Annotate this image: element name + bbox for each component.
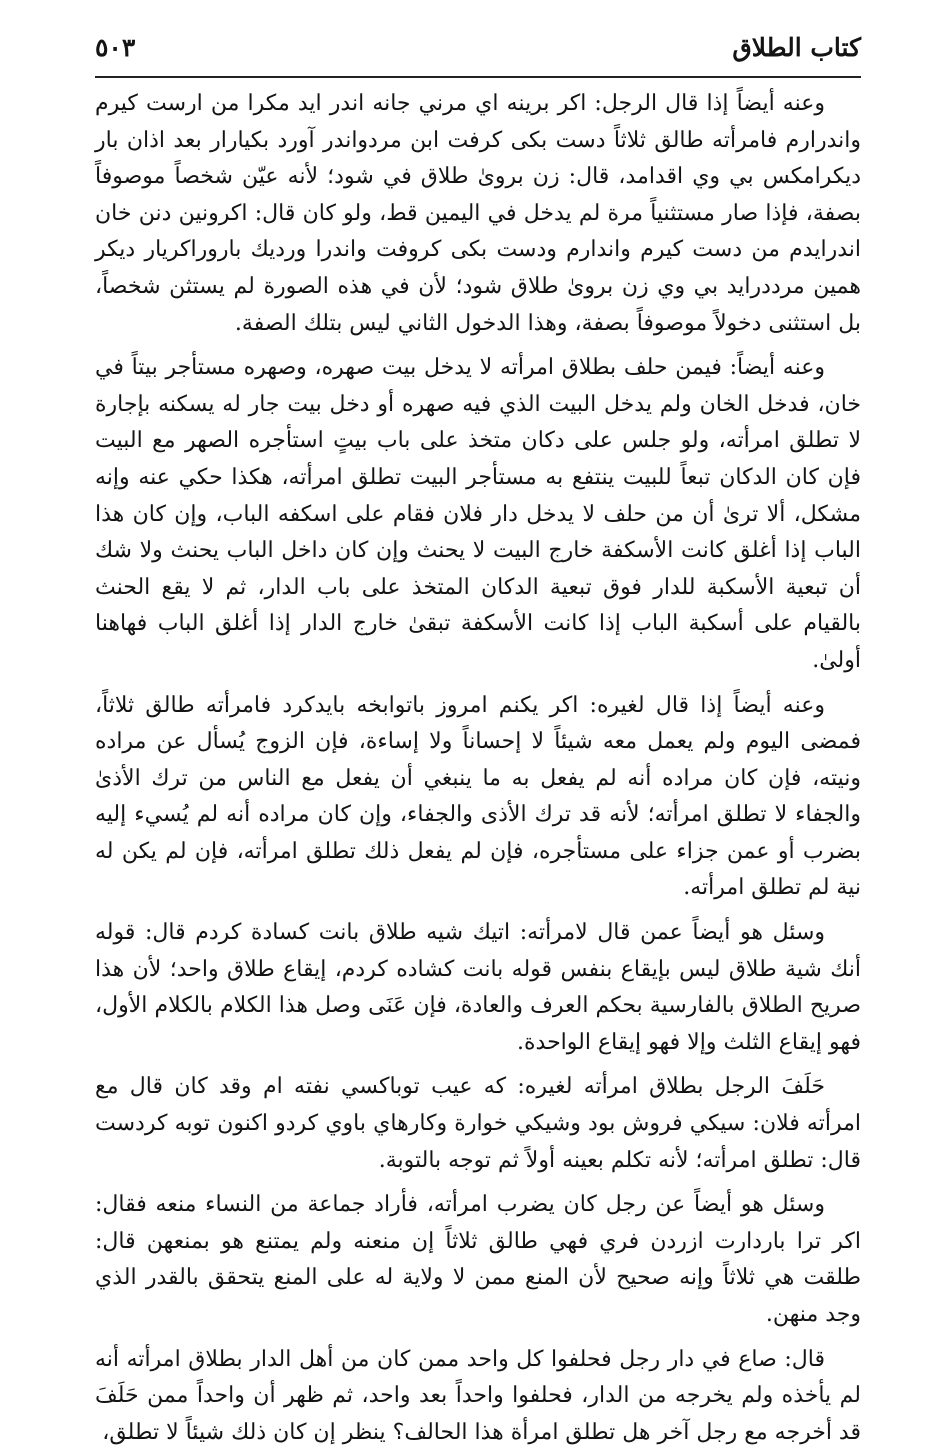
header-divider [95,76,861,78]
paragraph-3: وعنه أيضاً إذا قال لغيره: اكر يكنم امروز باتوابخه بايدكرد فامرأته طالق ثلاثاً، فمضى اليوم ولم يعمل معه شيئاً لا إحساناً ولا إساءة، فإن الزوج يُسأل عن مراده ونيته، فإن كان مراده أنه لم يفعل به ما ينبغي أن يفعل مع الناس من ترك الأذىٰ والجفاء لا تطلق امرأته؛ لأنه قد ترك الأذى والجفاء، وإن كان مراده أنه لم يُسيء إليه بضرب أو عمن جزاء على مستأجره، فإن لم يفعل ذلك تطلق امرأته، فإن لم يكن له نية لم تطلق امرأته. [95,692,861,901]
paragraph-5: حَلَفَ الرجل بطلاق امرأته لغيره: كه عيب توباكسي نفته ام وقد كان قال مع امرأته فلان: سيكي فروش بود وشيكي خوارة وكارهاي باوي كردو اكنون توبه كردست قال: تطلق امرأته؛ لأنه تكلم بعينه أولاً ثم توجه بالتوبة. [95,1074,861,1173]
paragraph-6: وسئل هو أيضاً عن رجل كان يضرب امرأته، فأراد جماعة من النساء منعه فقال: اكر ترا باردارت ازردن فري فهي طالق ثلاثاً إن منعنه ولم يمتنع هو بمنعهن قال: طلقت هي ثلاثاً وإنه صحيح لأن المنع ممن لا ولاية له على المنع يتحقق بالقدر الذي وجد منهن. [95,1192,861,1327]
paragraph-7: قال: صاع في دار رجل فحلفوا كل واحد ممن كان من أهل الدار بطلاق امرأته أنه لم يأخذه ولم يخرجه من الدار، فحلفوا واحداً بعد واحد، ثم ظهر أن واحداً ممن حَلَفَ قد أخرجه مع رجل آخر هل تطلق امرأة هذا الحالف؟ ينظر إن كان ذلك شيئاً لا تطلق، [95,1346,861,1445]
paragraph-2: وعنه أيضاً: فيمن حلف بطلاق امرأته لا يدخل بيت صهره، وصهره مستأجر بيتاً في خان، فدخل الخان ولم يدخل البيت الذي فيه صهره أو دخل بيت جار له يسكنه بإجارة لا تطلق امرأته، ولو جلس على دكان متخذ على باب بيتٍ استأجره الصهر مع البيت فإن كان الدكان تبعاً للبيت ينتفع به مستأجر البيت تطلق امرأته، هكذا حكي عنه وإنه مشكل، ألا ترىٰ أن من حلف لا يدخل دار فلان فقام على اسكفه الباب، وإن كان هذا الباب إذا أغلق كانت الأسكفة خارج البيت لا يحنث وإن كان داخل الباب يحنث ولا شك أن تبعية الأسكبة للدار فوق تبعية الدكان المتخذ على باب الدار، ثم لا يقع الحنث بالقيام على أسكبة الباب إذا كانت الأسكفة تبقىٰ خارج الدار إذا أغلق الباب فهاهنا أولىٰ. [95,355,861,673]
page-header [95,28,861,72]
book-title: كتاب الطلاق [732,33,861,62]
paragraph-1: وعنه أيضاً إذا قال الرجل: اكر برينه اي مرني جانه اندر ايد مكرا من ارست كيرم واندرارم فامرأته طالق ثلاثاً دست بكى كرفت ابن مردواندر آورد بكيارار بعد اذان بار ديكرامكس بي وي اقدامد، قال: زن بروىٰ طلاق في شود؛ لأنه عيّن شخصاً موصوفاً بصفة، فإذا صار مستثنياً مرة لم يدخل في اليمين قط، ولو كان قال: اكرونين دنن خان اندرايدم من دست كيرم واندارم ودست بكى كروفت واندرا ورديك باروراكريار ديكر همين مرددرايد بي وي زن بروىٰ طلاق شود؛ لأن في هذه الصورة لم يستثن شخصاً، بل استثنى دخولاً موصوفاً بصفة، وهذا الدخول الثاني ليس بتلك الصفة. [95,91,861,336]
page-number: ٥٠٣ [95,33,136,62]
paragraph-4: وسئل هو أيضاً عمن قال لامرأته: اتيك شيه طلاق بانت كسادة كردم قال: قوله أنك شية طلاق ليس بإيقاع بنفس قوله بانت كشاده كردم، إيقاع طلاق واحد؛ لأن هذا صريح الطلاق بالفارسية بحكم العرف والعادة، فإن عَنَى وصل هذا الكلام بالكلام الأول، فهو إيقاع الثلث وإلا فهو إيقاع الواحدة. [95,920,861,1055]
body-text [95,86,861,1445]
